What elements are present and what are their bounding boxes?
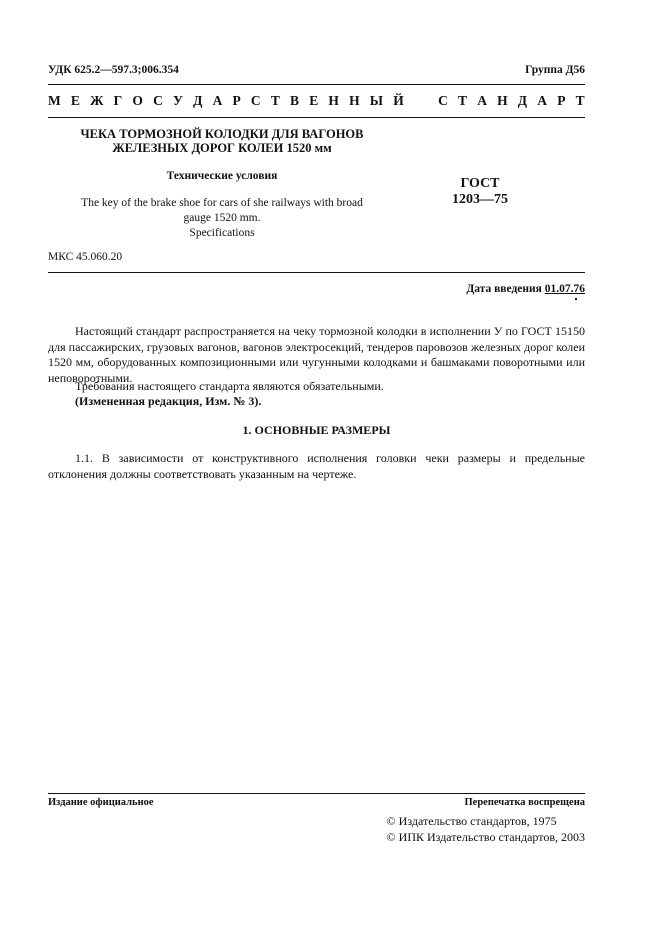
introduction-date-label: Дата введения: [466, 283, 542, 295]
heading-letter: Н: [497, 93, 508, 108]
copyright-line-1: © Издательство стандартов, 1975: [386, 814, 557, 828]
title-line-1: ЧЕКА ТОРМОЗНОЙ КОЛОДКИ ДЛЯ ВАГОНОВ: [80, 127, 364, 141]
reprint-prohibited-label: Перепечатка воспрещена: [464, 797, 585, 808]
english-title: [62, 196, 382, 241]
heading-letter: Н: [349, 93, 360, 108]
heading-letter: Г: [113, 93, 123, 108]
footer-rule: [48, 793, 585, 794]
group-code: Группа Д56: [525, 64, 585, 76]
heading-letter: А: [537, 93, 548, 108]
heading-letter: В: [290, 93, 300, 108]
copyright-block: [387, 814, 585, 845]
heading-letter: У: [173, 93, 183, 108]
standard-type-heading: [48, 93, 585, 109]
udk-code: УДК 625.2—597.3;006.354: [48, 64, 179, 76]
heading-word-gap: [414, 93, 428, 109]
heading-letter: Д: [193, 93, 203, 108]
clause-1-1: 1.1. В зависимости от конструктивного исполнения головки чеки размеры и предельные отклонения должны соответствовать указанным на чертеже.: [48, 451, 585, 481]
heading-letter: Р: [557, 93, 566, 108]
heading-rule: [48, 117, 585, 118]
heading-letter: С: [153, 93, 163, 108]
heading-letter: Д: [517, 93, 528, 108]
heading-letter: М: [48, 93, 61, 108]
heading-letter: Ж: [90, 93, 104, 108]
heading-letter: Н: [328, 93, 339, 108]
gost-designation: [440, 176, 520, 208]
document-subtitle: Технические условия: [166, 170, 278, 182]
heading-letter: Е: [309, 93, 319, 108]
mandatory-paragraph: Требования настоящего стандарта являются обязательными.: [75, 379, 384, 393]
amendment-note: (Измененная редакция, Изм. № 3).: [75, 394, 262, 408]
introduction-date: [466, 283, 585, 295]
mks-code: МКС 45.060.20: [48, 251, 123, 263]
heading-letter: С: [250, 93, 261, 108]
english-title-line-3: Specifications: [189, 227, 255, 239]
heading-letter: О: [132, 93, 143, 108]
official-edition-label: Издание официальное: [48, 797, 154, 808]
english-title-line-2: gauge 1520 mm.: [183, 212, 261, 224]
introduction-date-value: 01.07.76: [544, 283, 585, 295]
heading-letter: С: [438, 93, 448, 108]
top-rule: [48, 84, 585, 85]
section-title: 1. ОСНОВНЫЕ РАЗМЕРЫ: [242, 423, 391, 437]
date-dot-mark: [575, 298, 577, 300]
scope-paragraph: Настоящий стандарт распространяется на чеку тормозной колодки в исполнении У по ГОСТ 15150 для пассажирских, грузовых вагонов, вагонов электросекций, тендеров паровозов железных дорог колеи 1520 мм, оборудованных композиционными или чугунными колодками и башмаками поворотными или неповоротными.: [48, 324, 585, 385]
gost-number: 1203—75: [452, 192, 508, 207]
mks-rule: [48, 272, 585, 273]
heading-letter: А: [477, 93, 487, 108]
heading-letter: Е: [70, 93, 80, 108]
document-title: [62, 127, 382, 155]
heading-letter: Р: [232, 93, 241, 108]
english-title-line-1: The key of the brake shoe for cars of she railways with broad: [81, 197, 363, 209]
heading-letter: Т: [270, 93, 280, 108]
heading-letter: Ы: [369, 93, 384, 108]
heading-letter: Т: [458, 93, 468, 108]
gost-label: ГОСТ: [460, 176, 500, 191]
heading-letter: Й: [393, 93, 404, 108]
heading-letter: А: [212, 93, 223, 108]
heading-letter: Т: [575, 93, 585, 108]
copyright-line-2: © ИПК Издательство стандартов, 2003: [386, 829, 585, 844]
title-line-2: ЖЕЛЕЗНЫХ ДОРОГ КОЛЕИ 1520 мм: [112, 141, 332, 155]
